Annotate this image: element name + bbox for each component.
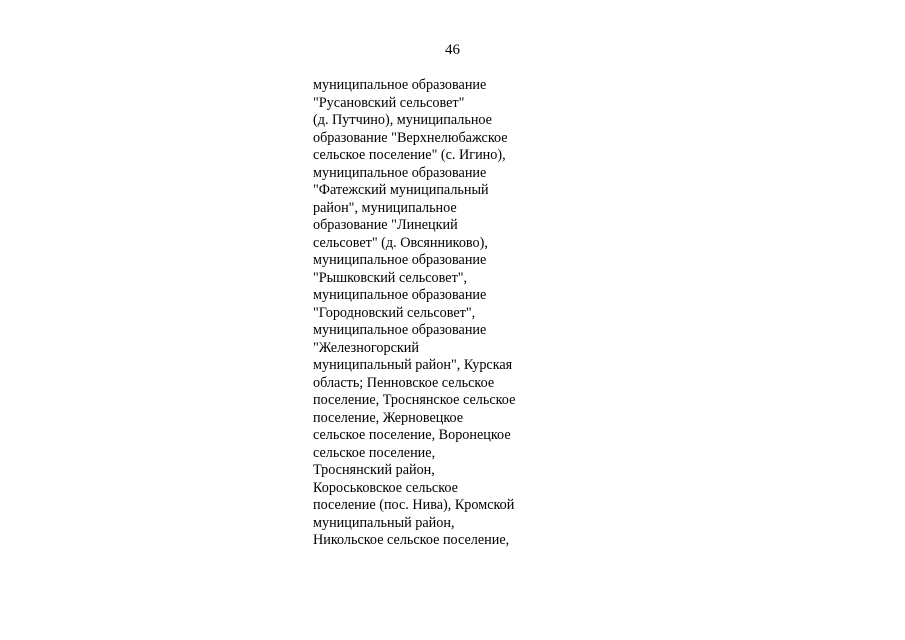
text-line: образование "Линецкий — [313, 217, 458, 233]
text-line: муниципальное образование — [313, 77, 487, 93]
text-line: муниципальный район, — [313, 514, 455, 531]
text-line: муниципальное образование — [313, 287, 487, 303]
text-line: муниципальный район", Курская — [313, 357, 513, 373]
text-line: область; Пенновское сельское — [313, 374, 495, 391]
text-line: сельское поселение, Воронецкое — [313, 427, 511, 443]
document-text-block — [313, 77, 553, 550]
text-line: муниципальное образование — [313, 252, 487, 268]
text-line: поселение, Жерновецкое — [313, 409, 464, 426]
text-line: район", муниципальное — [313, 199, 457, 216]
page-number: 46 — [445, 42, 460, 58]
text-line: Троснянский район, — [313, 462, 435, 478]
text-line: поселение, Троснянское сельское — [313, 392, 516, 408]
text-line: Короськовское сельское — [313, 479, 458, 496]
text-line: муниципальное образование — [313, 322, 487, 338]
text-line: Никольское сельское поселение, — [313, 532, 510, 548]
text-line: сельсовет" (д. Овсянниково), — [313, 234, 488, 251]
text-line: поселение (пос. Нива), Кромской — [313, 497, 515, 513]
text-line: "Русановский сельсовет" — [313, 94, 465, 111]
text-line: сельское поселение, — [313, 444, 436, 461]
text-line: муниципальное образование — [313, 164, 487, 181]
text-line: "Рышковский сельсовет", — [313, 269, 468, 286]
text-line: (д. Путчино), муниципальное — [313, 112, 492, 128]
text-line: "Железногорский — [313, 339, 419, 356]
text-line: сельское поселение" (с. Игино), — [313, 147, 506, 163]
text-line: образование "Верхнелюбажское — [313, 129, 508, 146]
text-line: "Фатежский муниципальный — [313, 182, 489, 198]
text-line: "Городновский сельсовет", — [313, 304, 476, 321]
